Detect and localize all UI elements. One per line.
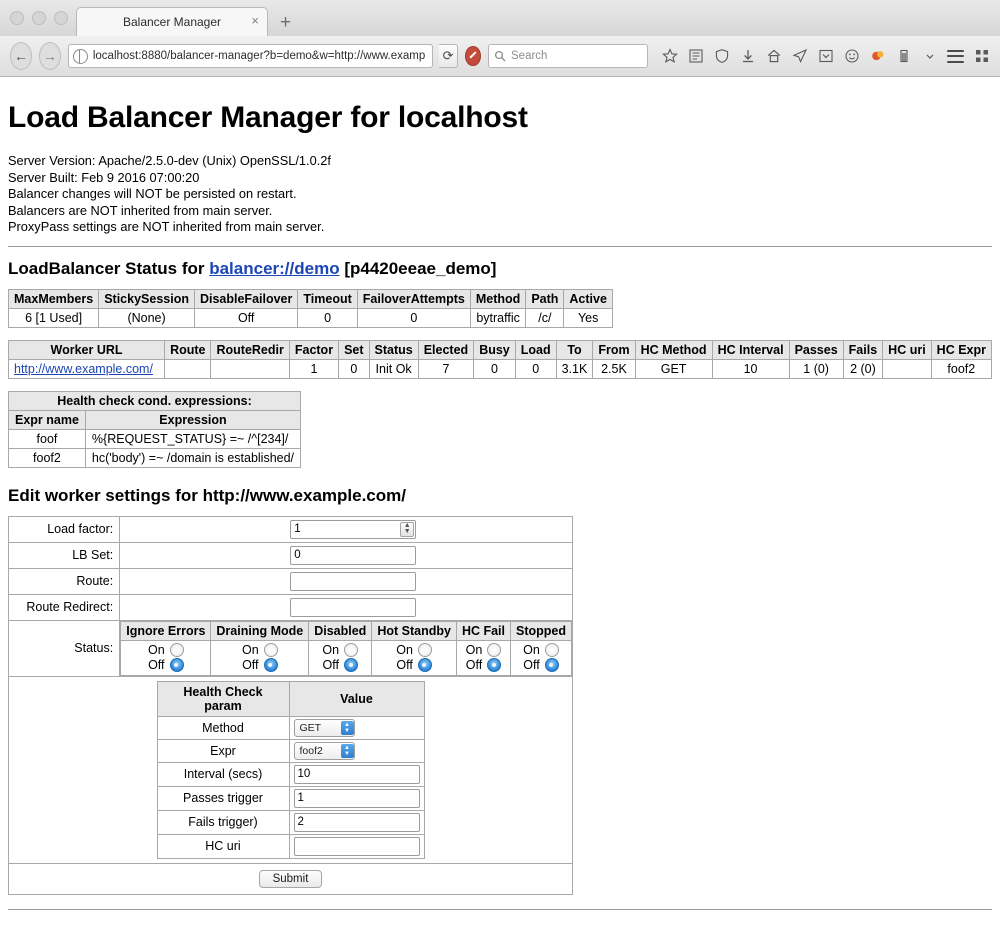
cell-expression: %{REQUEST_STATUS} =~ /^[234]/ [85,429,300,448]
status-options-table [120,621,572,676]
radio-on[interactable] [487,643,501,657]
col-failoverattempts: FailoverAttempts [357,289,470,308]
cell-fails: 2 (0) [843,359,883,378]
route-input[interactable] [290,572,416,591]
hc-param-interval-cell [289,762,424,786]
bookmark-star-icon[interactable] [661,48,678,65]
hc-interval-input[interactable] [294,765,420,784]
chevron-updown-icon: ▲ ▼ [341,721,354,735]
col-expression: Expression [85,410,300,429]
cell-hc-method: GET [635,359,712,378]
ignore-errors-off[interactable] [127,658,204,673]
col-fails: Fails [843,340,883,359]
chevron-updown-icon: ▲ ▼ [341,744,354,758]
col-hc-fail: HC Fail [456,621,510,640]
hc-method-select[interactable] [294,719,355,737]
col-disabled: Disabled [309,621,372,640]
hc-uri-input[interactable] [294,837,420,856]
worker-settings-form [8,516,573,895]
col-hc-expr: HC Expr [931,340,991,359]
cell-routeredir [211,359,289,378]
hc-passes-input[interactable] [294,789,420,808]
heading-prefix: LoadBalancer Status for [8,258,210,278]
row-route [9,568,573,594]
radio-on[interactable] [170,643,184,657]
bottom-divider [8,909,992,910]
close-window-button[interactable] [10,11,24,25]
search-placeholder: Search [511,50,548,62]
col-hc-value: Value [289,681,424,716]
row-route-redirect [9,594,573,620]
table-header-row [9,410,301,429]
apps-grid-icon[interactable] [973,48,990,65]
forward-icon[interactable]: → [39,42,61,70]
hc-fail-on[interactable] [463,643,504,658]
col-load: Load [515,340,556,359]
maximize-window-button[interactable] [54,11,68,25]
row-submit [9,863,573,894]
cell-expr-name: foof [9,429,86,448]
radio-on[interactable] [264,643,278,657]
col-worker-url: Worker URL [9,340,165,359]
new-tab-button[interactable]: + [280,12,292,33]
hc-caption: Health check cond. expressions: [9,391,301,410]
hot-standby-on[interactable] [378,643,450,658]
col-disablefailover: DisableFailover [194,289,297,308]
table-row [157,762,424,786]
cell-from: 2.5K [593,359,635,378]
hc-param-uri-label: HC uri [157,834,289,858]
table-row [9,359,992,378]
url-text: localhost:8880/balancer-manager?b=demo&w=http://www.examp [92,50,426,62]
on-label: On [465,642,483,657]
radio-off[interactable] [487,658,501,672]
smiley-icon[interactable] [843,48,860,65]
radio-on[interactable] [545,643,559,657]
edit-worker-heading: Edit worker settings for http://www.example.com/ [8,485,406,505]
draining-mode-on[interactable] [217,643,302,658]
cell-passes: 1 (0) [789,359,843,378]
cell-elected: 7 [418,359,473,378]
radio-on[interactable] [344,643,358,657]
col-passes: Passes [789,340,843,359]
table-header-row [157,681,424,716]
inherit-note: Balancers are NOT inherited from main server. [8,202,273,218]
route-redirect-label: Route Redirect: [9,594,120,620]
balancer-link[interactable]: balancer://demo [209,258,340,278]
shield-icon[interactable] [713,48,730,65]
navigation-bar [0,36,1000,76]
browser-chrome [0,0,1000,77]
ignore-errors-on[interactable] [127,643,204,658]
hc-param-passes-label: Passes trigger [157,786,289,810]
col-hc-param: Health Check param [157,681,289,716]
cell-set: 0 [339,359,369,378]
col-ignore-errors: Ignore Errors [121,621,211,640]
tab-balancer-manager[interactable] [76,7,268,36]
cell-route [165,359,211,378]
server-info [8,153,992,236]
health-check-expressions-table [8,391,301,468]
route-redirect-input[interactable] [290,598,416,617]
cell-method: bytraffic [470,308,525,327]
download-icon[interactable] [739,48,756,65]
radio-off[interactable] [264,658,278,672]
off-label: Off [148,657,165,672]
minimize-window-button[interactable] [32,11,46,25]
cell-load: 0 [515,359,556,378]
cell-to: 3.1K [556,359,593,378]
table-row [157,786,424,810]
submit-cell [9,863,573,894]
on-label: On [241,642,259,657]
pocket-icon[interactable] [817,48,834,65]
chevron-down-icon[interactable] [921,48,938,65]
menu-icon[interactable] [947,50,964,63]
search-input[interactable] [488,44,648,68]
load-factor-stepper[interactable] [290,520,416,539]
cell-hc-fail [456,640,510,675]
search-icon [494,50,506,62]
persist-note: Balancer changes will NOT be persisted on restart. [8,186,297,201]
col-path: Path [526,289,564,308]
load-factor-label: Load factor: [9,516,120,542]
cell-hc-expr: foof2 [931,359,991,378]
hc-param-uri-cell [289,834,424,858]
off-label: Off [465,657,483,672]
reload-icon[interactable]: ⟳ [439,44,458,68]
table-header-row [9,289,613,308]
globe-icon [73,49,88,64]
lb-set-input[interactable] [290,546,416,565]
col-hot-standby: Hot Standby [372,621,457,640]
row-lb-set [9,542,573,568]
col-hc-method: HC Method [635,340,712,359]
col-busy: Busy [474,340,516,359]
cell-hot-standby [372,640,457,675]
off-label: Off [396,657,413,672]
cell-stickysession: (None) [99,308,195,327]
home-icon[interactable] [765,48,782,65]
row-health-check-params [9,676,573,863]
draining-mode-off[interactable] [217,658,302,673]
col-expr-name: Expr name [9,410,86,429]
blocked-icon[interactable] [465,46,481,66]
worker-url-link[interactable]: http://www.example.com/ [14,361,153,376]
radio-on[interactable] [418,643,432,657]
close-icon[interactable]: × [251,13,259,28]
stopped-off[interactable] [517,658,565,673]
worker-table [8,340,992,379]
radio-off[interactable] [170,658,184,672]
hot-standby-off[interactable] [378,658,450,673]
hc-fails-input[interactable] [294,813,420,832]
row-load-factor [9,516,573,542]
stopped-on[interactable] [517,643,565,658]
col-timeout: Timeout [298,289,357,308]
route-redirect-cell [120,594,573,620]
cell-expr-name: foof2 [9,448,86,467]
cell-hc-uri [883,359,932,378]
window-titlebar [0,0,1000,36]
cell-status: Init Ok [369,359,418,378]
col-stopped: Stopped [511,621,572,640]
route-cell [120,568,573,594]
lb-set-label: LB Set: [9,542,120,568]
health-check-param-table [157,681,425,859]
cell-expression: hc('body') =~ /domain is established/ [85,448,300,467]
hc-caption-row [9,391,301,410]
col-method: Method [470,289,525,308]
radio-off[interactable] [344,658,358,672]
col-status: Status [369,340,418,359]
table-row [9,429,301,448]
col-stickysession: StickySession [99,289,195,308]
col-hc-uri: HC uri [883,340,932,359]
col-to: To [556,340,593,359]
hc-param-fails-label: Fails trigger) [157,810,289,834]
load-factor-input[interactable] [290,520,416,539]
col-active: Active [564,289,613,308]
load-factor-cell [120,516,573,542]
row-status [9,620,573,676]
cell-disabled [309,640,372,675]
hc-param-method-cell [289,716,424,739]
cell-ignore-errors [121,640,211,675]
table-row [157,810,424,834]
page-content [0,77,1000,910]
on-label: On [396,642,413,657]
disabled-on[interactable] [315,643,365,658]
tab-label: Balancer Manager [122,15,222,29]
cell-disablefailover: Off [194,308,297,327]
hc-fail-off[interactable] [463,658,504,673]
hc-param-interval-label: Interval (secs) [157,762,289,786]
address-bar[interactable] [68,44,433,68]
status-radio-row [121,640,572,675]
off-label: Off [322,657,339,672]
on-label: On [147,642,165,657]
extension-icon[interactable] [869,48,886,65]
battery-icon[interactable] [895,48,912,65]
cell-draining-mode [211,640,309,675]
tab-strip [76,0,291,36]
cell-path: /c/ [526,308,564,327]
send-icon[interactable] [791,48,808,65]
radio-off[interactable] [545,658,559,672]
proxypass-note: ProxyPass settings are NOT inherited from main server. [8,219,325,234]
lb-set-cell [120,542,573,568]
hc-expr-value: foof2 [299,744,323,757]
table-header-row [121,621,572,640]
hc-param-fails-cell [289,810,424,834]
col-set: Set [339,340,369,359]
col-elected: Elected [418,340,473,359]
table-row [157,834,424,858]
col-from: From [593,340,635,359]
server-built: Server Built: Feb 9 2016 07:00:20 [8,169,200,185]
balancer-status-heading [8,259,992,279]
server-version: Server Version: Apache/2.5.0-dev (Unix) OpenSSL/1.0.2f [8,153,331,168]
hc-param-expr-label: Expr [157,739,289,762]
page-title: Load Balancer Manager for localhost [8,101,528,134]
cell-failoverattempts: 0 [357,308,470,327]
col-routeredir: RouteRedir [211,340,289,359]
col-factor: Factor [289,340,338,359]
hc-expr-select[interactable] [294,742,355,760]
table-row [157,716,424,739]
col-maxmembers: MaxMembers [9,289,99,308]
radio-off[interactable] [418,658,432,672]
status-cell [120,620,573,676]
cell-busy: 0 [474,359,516,378]
heading-suffix: [p4420eeae_demo] [339,258,497,278]
cell-stopped [511,640,572,675]
cell-factor: 1 [289,359,338,378]
cell-maxmembers: 6 [1 Used] [9,308,99,327]
table-header-row [9,340,992,359]
window-controls[interactable] [10,11,68,25]
toolbar-icons [661,48,990,65]
hc-param-passes-cell [289,786,424,810]
off-label: Off [523,657,540,672]
table-row [9,448,301,467]
cell-active: Yes [564,308,613,327]
submit-button[interactable]: Submit [259,870,323,888]
hc-params-cell [9,676,573,863]
disabled-off[interactable] [315,658,365,673]
table-row [157,739,424,762]
col-draining-mode: Draining Mode [211,621,309,640]
status-label: Status: [9,620,120,676]
reader-icon[interactable] [687,48,704,65]
route-label: Route: [9,568,120,594]
balancer-summary-table [8,289,613,328]
on-label: On [322,642,340,657]
back-icon[interactable]: ← [10,42,32,70]
cell-hc-interval: 10 [712,359,789,378]
off-label: Off [242,657,259,672]
hc-param-method-label: Method [157,716,289,739]
divider [8,246,992,247]
on-label: On [523,642,540,657]
table-row [9,308,613,327]
col-hc-interval: HC Interval [712,340,789,359]
cell-timeout: 0 [298,308,357,327]
col-route: Route [165,340,211,359]
hc-param-expr-cell [289,739,424,762]
hc-method-value: GET [299,721,322,734]
stepper-arrows-icon[interactable]: ▲ ▼ [400,522,414,537]
